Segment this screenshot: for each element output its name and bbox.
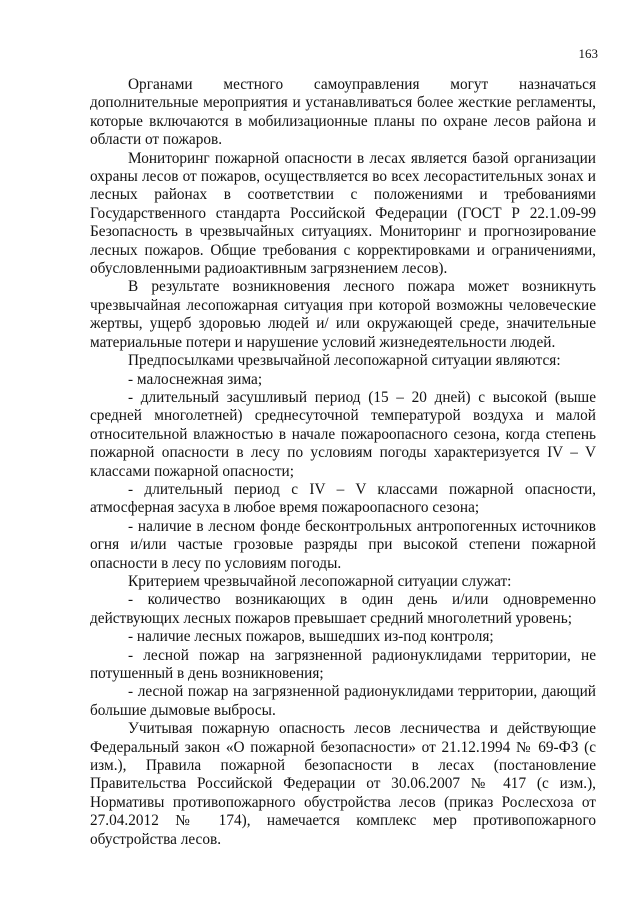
- list-item: - лесной пожар на загрязненной радионуклидами территории, дающий большие дымовые выбросы.: [90, 683, 596, 719]
- list-item: - малоснежная зима;: [128, 370, 263, 388]
- list-item: - наличие в лесном фонде бесконтрольных антропогенных источников огня и/или частые грозовые разряды при высокой степени пожарной опасности в лесу по условиям погоды.: [90, 517, 596, 572]
- paragraph-local-authorities: Органами местного самоуправления могут назначаться дополнительные мероприятия и устанавливаться более жесткие регламенты, которые включаются в мобилизационные планы по охране лесов района и области от пожаров.: [90, 76, 596, 149]
- paragraph-measures: Учитывая пожарную опасность лесов лесничества и действующие Федеральный закон «О пожарной безопасности» от 21.12.1994 № 69-ФЗ (с изм.), Правила пожарной безопасности в лесах (постановление Правительства Российской Федерации от 30.06.2007 № 417 (с изм.), Нормативы противопожарного обустройства лесов (приказ Рослесхоза от 27.04.2012 № 174), намечается комплекс мер противопожарного обустройства лесов.: [90, 720, 596, 848]
- list-item: - наличие лесных пожаров, вышедших из-под контроля;: [128, 628, 494, 646]
- paragraph-prerequisites-heading: Предпосылками чрезвычайной лесопожарной ситуации являются:: [128, 352, 561, 370]
- paragraph-criteria-heading: Критерием чрезвычайной лесопожарной ситуации служат:: [128, 572, 512, 590]
- body-text: [90, 76, 596, 849]
- list-item: - лесной пожар на загрязненной радионуклидами территории, не потушенный в день возникновения;: [90, 646, 596, 682]
- list-item: - длительный засушливый период (15 – 20 дней) с высокой (выше средней многолетней) среднесуточной температурой воздуха и малой относительной влажностью в начале пожароопасного сезона, когда степень пожарной опасности в лесу по условиям погоды характеризуется IV – V классами пожарной опасности;: [90, 388, 596, 480]
- page-number: 163: [578, 46, 598, 61]
- list-item: - количество возникающих в один день и/или одновременно действующих лесных пожаров превышает средний многолетний уровень;: [90, 591, 596, 627]
- list-item: - длительный период с IV – V классами пожарной опасности, атмосферная засуха в любое время пожароопасного сезона;: [90, 480, 596, 517]
- paragraph-fire-monitoring: Мониторинг пожарной опасности в лесах является базой организации охраны лесов от пожаров, осуществляется во всех лесорастительных зонах и лесных районах в соответствии с положениями и требованиями Государственного стандарта Российской Федерации (ГОСТ Р 22.1.09-99 Безопасность в чрезвычайных ситуациях. Мониторинг и прогнозирование лесных пожаров. Общие требования с корректировками и ограничениями, обусловленными радиоактивным загрязнением лесов).: [90, 149, 596, 278]
- paragraph-emergency-situation: В результате возникновения лесного пожара может возникнуть чрезвычайная лесопожарная ситуация при которой возможны человеческие жертвы, ущерб здоровью людей и/ или окружающей среде, значительные материальные потери и нарушение условий жизнедеятельности людей.: [90, 278, 596, 351]
